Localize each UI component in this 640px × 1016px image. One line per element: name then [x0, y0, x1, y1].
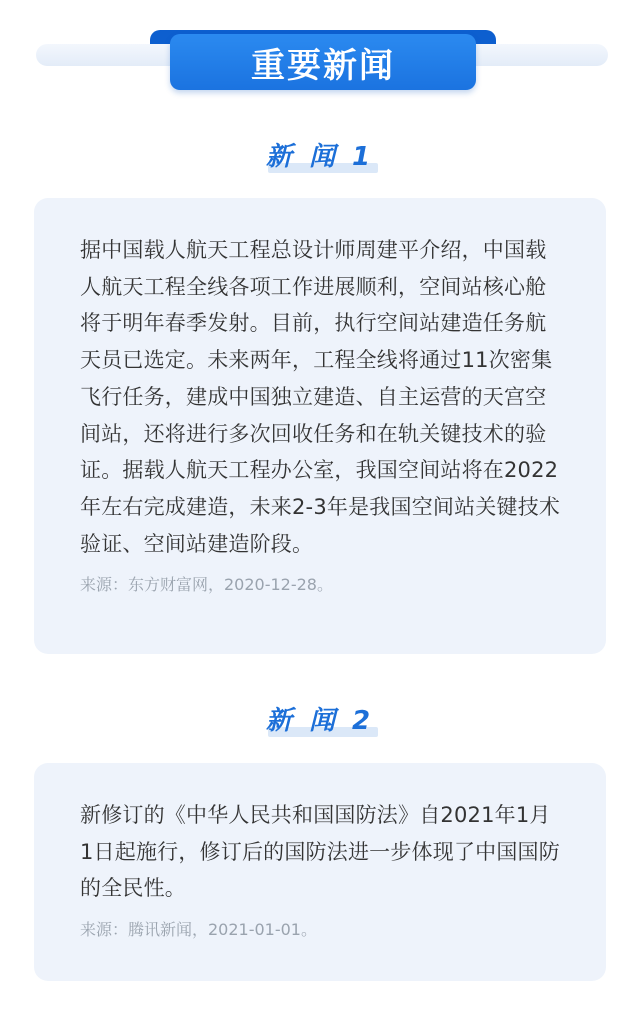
header-tab [170, 34, 476, 90]
news-2-card [34, 763, 606, 981]
news-2-body: 新修订的《中华人民共和国国防法》自2021年1月1日起施行，修订后的国防法进一步体现了中国国防的全民性。 [80, 803, 560, 901]
header [0, 0, 640, 110]
news-2-label: 新 闻 2 [265, 706, 375, 736]
news-2-source: 来源：腾讯新闻，2021-01-01。 [80, 920, 317, 940]
news-1-heading [0, 136, 640, 176]
page-title: 重要新闻 [251, 45, 395, 86]
news-1-label: 新 闻 1 [265, 142, 375, 172]
news-1-body: 据中国载人航天工程总设计师周建平介绍，中国载人航天工程全线各项工作进展顺利，空间站核心舱将于明年春季发射。目前，执行空间站建造任务航天员已选定。未来两年，工程全线将通过11次密集飞行任务，建成中国独立建造、自主运营的天宫空间站，还将进行多次回收任务和在轨关键技术的验证。据载人航天工程办公室，我国空间站将在2022年左右完成建造，未来2-3年是我国空间站关键技术验证、空间站建造阶段。 [80, 238, 561, 556]
news-1-card [34, 198, 606, 654]
news-1-source: 来源：东方财富网，2020-12-28。 [80, 575, 333, 595]
news-2-heading [0, 700, 640, 740]
